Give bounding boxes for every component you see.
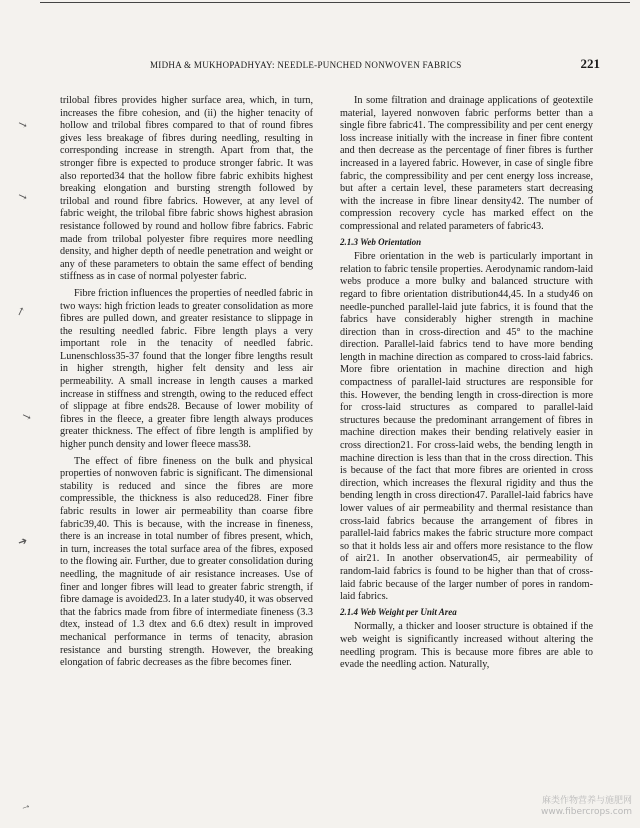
right-column bbox=[340, 95, 593, 810]
top-rule bbox=[40, 2, 630, 3]
watermark bbox=[541, 796, 632, 818]
margin-mark: ↗ bbox=[14, 304, 28, 320]
paragraph: In some filtration and drainage applications of geotextile material, layered nonwoven fabric performs better than a single fibre fabric41. The compressibility and per cent energy loss increase initially with the increase in finer fibre content and then decrease as the percentage of finer fibres is further increased in a layered fabric. However, in case of single fibre fabric, the compressibility and per cent energy loss increase, but after a certain level, these parameters start decreasing with the increase in fibre linear density42. The number of compression recovery cycle has marked effect on the compressional and related parameters of fabric43. bbox=[340, 95, 593, 232]
paragraph: Fibre friction influences the properties of needled fabric in two ways: high friction leads to greater consolidation as more fibres are pulled down, and greater resistance to slippage in the resulting needled fabric. Fibre length plays a very important role in the tenacity of needled fabric. Lunenschloss35-37 found that the longer fibre lengths result in higher strength, higher felt density and less air permeability. A small increase in length causes a marked increase in stiffness and strength, owing to the reduced effect of slippage at fibre ends28. Because of lower mobility of fibres in the fleece, a greater fibre length always produces greater thickness. The effect of fibre length is amplified by higher punch density and lower fleece mass38. bbox=[60, 287, 313, 451]
margin-mark: ↘ bbox=[16, 189, 30, 205]
paragraph: Normally, a thicker and looser structure is obtained if the web weight is significantly increased without altering the needling program. This is because more fibres are able to evade the needling action. Naturally, bbox=[340, 621, 593, 671]
margin-mark: ↘ bbox=[20, 409, 34, 425]
margin-mark: ↘ bbox=[16, 117, 30, 133]
section-heading: 2.1.4 Web Weight per Unit Area bbox=[340, 606, 457, 617]
running-title: MIDHA & MUKHOPADHYAY: NEEDLE-PUNCHED NONWOVEN FABRICS bbox=[150, 60, 462, 70]
page-number: 221 bbox=[580, 56, 600, 71]
margin-mark: → bbox=[18, 798, 33, 814]
section-heading: 2.1.3 Web Orientation bbox=[340, 236, 422, 247]
running-header bbox=[150, 56, 600, 72]
margin-mark: ➔ bbox=[16, 534, 30, 550]
paragraph: trilobal fibres provides higher surface area, which, in turn, increases the fibre cohesion, and (ii) the higher tenacity of hollow and trilobal fibres compared to that of round fibres gives less breakage of fibres during needling, resulting in corresponding increase in strength. Apart from that, the stronger fibre is expected to produce stronger fabric. It was also reported34 that the hollow fibre fabric exhibits highest breaking elongation and bursting strength followed by trilobal and round fibre fabrics. However, at any level of fabric weight, the trilobal fibre fabric shows highest abrasion resistance followed by round and hollow fibre fabrics. Fabric made from trilobal polyester fibre requires more needling density, and higher depth of needle penetration and weight or any of these parameters to obtain the same effect of bending stiffness as in case of normal polyester fabric. bbox=[60, 95, 313, 283]
paragraph: Fibre orientation in the web is particularly important in relation to fabric tensile properties. Aerodynamic random-laid webs produce a more bulky and balanced structure with regard to fibre orientation distribution44,45. In a study46 on needle-punched parallel-laid jute fabrics, it is found that the fabrics have considerably higher strength in machine direction than in cross-direction and 45° to the machine direction. Parallel-laid fabrics tend to have more bending length in machine direction as compared to cross-laid fabrics. More fibre orientation in machine direction and high compactness of parallel-laid structures are responsible for this. However, the bending length in cross-direction is more for cross-laid structures as compared to parallel-laid structures because the predominant arrangement of fibres in machine direction makes their bending relatively easier in cross direction21. For cross-laid webs, the bending length in machine direction is less than that in the cross direction. This is because of the fact that more fibres are oriented in cross direction, which increases the flexural rigidity and thus the bending length in cross direction47. Parallel-laid fabrics have lower values of air permeability and thermal resistance than cross-laid fabrics because the arrangement of fibres in parallel-laid fabrics makes the fabric structure more compact so that it holds less air and offers more resistance to the flow of air21. In another observation45, air permeability of random-laid fabrics is found to be higher than that of cross-laid fabric because of the larger number of pores in random-laid fabrics. bbox=[340, 251, 593, 603]
watermark-line: www.fibercrops.com bbox=[541, 807, 632, 817]
left-column bbox=[60, 95, 313, 810]
paragraph: The effect of fibre fineness on the bulk and physical properties of nonwoven fabric is significant. The dimensional stability is reduced and since the fibres are more compressible, the thickness is also reduced28. Finer fibre fabric results in lower air permeability than coarse fibre fabric39,40. This is because, with the increase in fineness, there is an increase in total number of fibres present, which, in turn, increases the total surface area of the fibres, exposed to the flowing air. Further, due to greater consolidation during needling, the magnitude of air resistance increases. Use of finer and longer fibres will lead to greater fabric strength, if fibre damage is avoided23. In a later study40, it was observed that the fabrics made from fibre of intermediate fineness (3.3 dtex, instead of 1.3 dtex and 6.6 dtex) result in improved mechanical performance in terms of tenacity, abrasion resistance and bursting strength. However, the breaking elongation of fabric decreases as the fibre becomes finer. bbox=[60, 455, 313, 669]
watermark-line: 麻类作物营养与施肥网 bbox=[541, 796, 632, 806]
